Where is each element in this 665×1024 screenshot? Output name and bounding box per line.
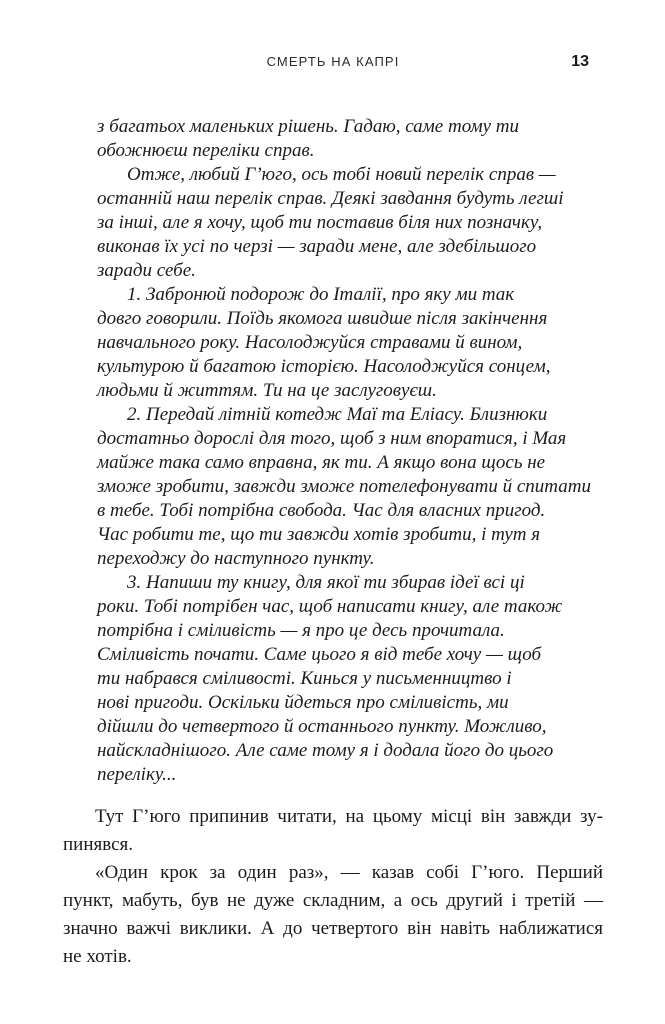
letter-text xyxy=(97,115,603,787)
text-line: роки. Тобі потрібен час, щоб написати книгу, але також xyxy=(97,596,563,617)
text-line: обожнюєш переліки справ. xyxy=(97,140,315,161)
text-line: людьми й життям. Ти на це заслуговуєш. xyxy=(97,380,437,401)
text-line: Тут Г’юго припинив читати, на цьому місці він завжди зу- xyxy=(95,806,603,827)
text-line: дійшли до четвертого й останнього пункту. Можливо, xyxy=(97,716,547,737)
paragraph xyxy=(97,163,603,283)
running-header xyxy=(63,54,603,72)
book-title-header: СМЕРТЬ НА КАПРІ xyxy=(266,54,400,69)
text-line: Сміливість почати. Саме цього я від тебе хочу — щоб xyxy=(97,644,542,665)
text-line: виконав їх усі по черзі — заради мене, але здебільшого xyxy=(97,236,537,257)
paragraph xyxy=(97,283,603,403)
text-line: пункт, мабуть, був не дуже складним, а ось другий і третій — xyxy=(63,890,603,911)
text-line: ти набрався сміливості. Кинься у письменництво і xyxy=(97,668,512,689)
text-line: довго говорили. Поїдь якомога швидше після закінчення xyxy=(97,308,548,329)
text-line: зможе зробити, завжди зможе потелефонувати й спитати xyxy=(97,476,591,497)
text-line: переходжу до наступного пункту. xyxy=(97,548,375,569)
paragraph xyxy=(97,403,603,571)
text-line: значно важчі виклики. А до четвертого він навіть наближатися xyxy=(63,918,603,939)
paragraph xyxy=(63,803,603,859)
text-line: останній наш перелік справ. Деякі завдання будуть легші xyxy=(97,188,564,209)
page-number: 13 xyxy=(571,53,589,70)
text-line: навчального року. Насолоджуйся стравами й вином, xyxy=(97,332,523,353)
narrative-text xyxy=(63,803,603,971)
paragraph xyxy=(97,571,603,787)
paragraph xyxy=(97,115,603,163)
text-line: нові пригоди. Оскільки йдеться про сміливість, ми xyxy=(97,692,509,713)
text-line: 1. Забронюй подорож до Італії, про яку ми так xyxy=(127,284,515,305)
text-line: Отже, любий Г’юго, ось тобі новий перелік справ — xyxy=(127,164,556,185)
text-line: 2. Передай літній котедж Маї та Еліасу. Близнюки xyxy=(127,404,548,425)
text-line: з багатьох маленьких рішень. Гадаю, саме тому ти xyxy=(97,116,520,137)
text-line: потрібна і сміливість — я про це десь прочитала. xyxy=(97,620,505,641)
text-line: найскладнішого. Але саме тому я і додала його до цього xyxy=(97,740,554,761)
text-line: заради себе. xyxy=(97,260,196,281)
paragraph xyxy=(63,859,603,971)
text-line: переліку... xyxy=(97,764,177,785)
text-line: майже така само вправна, як ти. А якщо вона щось не xyxy=(97,452,546,473)
text-line: «Один крок за один раз», — казав собі Г’юго. Перший xyxy=(95,862,603,883)
text-line: Час робити те, що ти завжди хотів зробити, і тут я xyxy=(97,524,541,545)
text-line: за інші, але я хочу, щоб ти поставив біля них позначку, xyxy=(97,212,543,233)
text-line: культурою й багатою історією. Насолоджуйся сонцем, xyxy=(97,356,551,377)
text-line: в тебе. Тобі потрібна свобода. Час для власних пригод. xyxy=(97,500,546,521)
text-line: 3. Напиши ту книгу, для якої ти збирав ідеї всі ці xyxy=(127,572,525,593)
text-line: достатньо дорослі для того, щоб з ним впоратися, і Мая xyxy=(97,428,567,449)
text-line: не хотів. xyxy=(63,946,132,967)
text-line: пинявся. xyxy=(63,834,134,855)
